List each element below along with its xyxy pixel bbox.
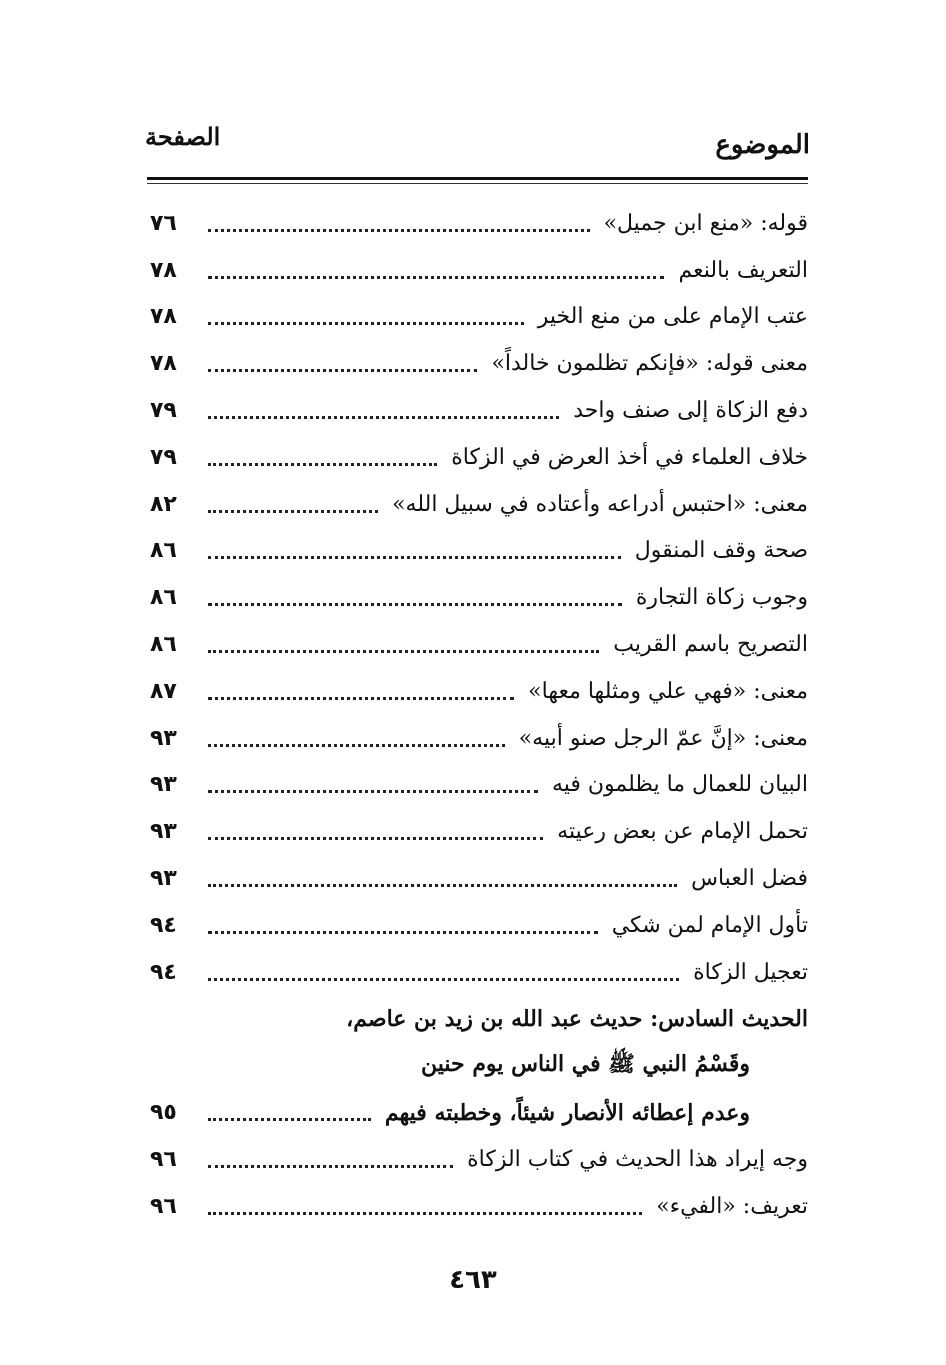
leader-dots [208,581,622,606]
toc-section-heading [150,996,808,1043]
toc-entry-title: تعجيل الزكاة [693,959,808,985]
toc-entry [150,247,808,294]
toc-entry-title: وجوب زكاة التجارة [635,585,808,611]
leader-dots [208,394,559,419]
leader-dots [208,768,538,793]
leader-dots [208,862,677,887]
toc-entry-page: ٩٦ [150,1146,177,1172]
toc-entry [150,200,808,247]
toc-entry-page: ٨٦ [150,585,177,611]
toc-entry-title: وجه إيراد هذا الحديث في كتاب الزكاة [467,1146,808,1172]
toc-entry-title: دفع الزكاة إلى صنف واحد [573,398,808,424]
toc-entry [150,762,808,809]
toc-entry-title: معنى: «فهي علي ومثلها معها» [528,678,808,704]
leader-dots [208,628,599,653]
leader-dots [208,909,598,934]
toc-entry-page: ٩٤ [150,912,177,938]
toc-entry-page: ٩٣ [150,819,177,845]
toc-entry [150,528,808,575]
leader-dots [208,441,437,466]
toc-section-heading-continued [150,1042,808,1089]
leader-dots [208,300,524,325]
toc-entry-title: خلاف العلماء في أخذ العرض في الزكاة [451,444,808,470]
toc-entry [150,1183,808,1230]
toc-entry-title: تحمل الإمام عن بعض رعيته [557,819,808,845]
toc-entry-page: ٩٣ [150,866,177,892]
subject-column-label: الموضوع [715,130,810,160]
header-rule-thin [147,183,808,184]
toc-entry-page: ٨٧ [150,678,177,704]
toc-entry-page: ٩٣ [150,772,177,798]
toc-entry [150,902,808,949]
toc-entry-page: ٩٤ [150,959,177,985]
toc-entry-title: تأول الإمام لمن شكي [611,912,808,938]
leader-dots [208,254,664,279]
toc-entry-title: معنى: «احتبس أدراعه وأعتاده في سبيل الله» [392,491,808,517]
toc-entry-page: ٧٨ [150,257,177,283]
toc-entry [150,949,808,996]
toc-entry-title: وعدم إعطائه الأنصار شيئاً، وخطبته فيهم [384,1099,750,1126]
toc-header [145,118,810,168]
toc-entry-title: وقَسْمُ النبي ﷺ في الناس يوم حنين [421,1050,750,1077]
toc-entry-page: ٩٦ [150,1193,177,1219]
toc-entry-page: ٧٨ [150,351,177,377]
toc-entry [150,387,808,434]
toc-entry-title: فضل العباس [691,866,808,892]
leader-dots [208,815,543,840]
leader-dots [208,1143,453,1168]
toc-entry-page: ٨٦ [150,538,177,564]
toc-entry-title: عتب الإمام على من منع الخير [537,304,808,330]
toc-entry-title: معنى: «إنَّ عمّ الرجل صنو أبيه» [518,725,808,751]
toc-entry [150,294,808,341]
toc-entry-title: الحديث السادس: حديث عبد الله بن زيد بن عاصم، [346,1005,808,1032]
toc-entry-page: ٧٦ [150,210,177,236]
toc-entry [150,340,808,387]
page-number: ٤٦٣ [449,1265,497,1295]
leader-dots [208,956,679,981]
toc-entry-title: صحة وقف المنقول [634,538,808,564]
toc-entry [150,668,808,715]
toc-entry-page: ٩٥ [150,1100,177,1126]
toc-entry [150,1136,808,1183]
header-rule-thick [147,177,808,180]
toc-entry-page: ٩٣ [150,725,177,751]
toc-entry-title: التصريح باسم القريب [613,632,808,658]
leader-dots [208,722,505,747]
toc-entry-page: ٧٨ [150,304,177,330]
toc-list [150,200,808,1230]
toc-entry [150,855,808,902]
leader-dots [208,347,477,372]
toc-entry-page: ٨٦ [150,632,177,658]
toc-entry [150,434,808,481]
toc-entry [150,621,808,668]
leader-dots [208,675,514,700]
toc-entry-page: ٧٩ [150,444,177,470]
toc-entry-title: قوله: «منع ابن جميل» [603,210,808,236]
toc-entry-title: معنى قوله: «فإنكم تظلمون خالداً» [491,351,808,377]
leader-dots [208,1190,642,1215]
leader-dots [208,488,378,513]
toc-entry [150,808,808,855]
toc-entry [150,715,808,762]
toc-section-heading-continued [150,1089,808,1136]
toc-entry [150,481,808,528]
leader-dots [208,534,621,559]
page-column-label: الصفحة [145,122,221,151]
toc-entry-page: ٧٩ [150,398,177,424]
leader-dots [208,1096,371,1121]
toc-entry-title: التعريف بالنعم [678,257,808,283]
toc-entry [150,574,808,621]
toc-entry-title: تعريف: «الفيء» [656,1193,808,1219]
toc-entry-page: ٨٢ [150,491,177,517]
toc-entry-title: البيان للعمال ما يظلمون فيه [551,772,808,798]
leader-dots [208,207,590,232]
